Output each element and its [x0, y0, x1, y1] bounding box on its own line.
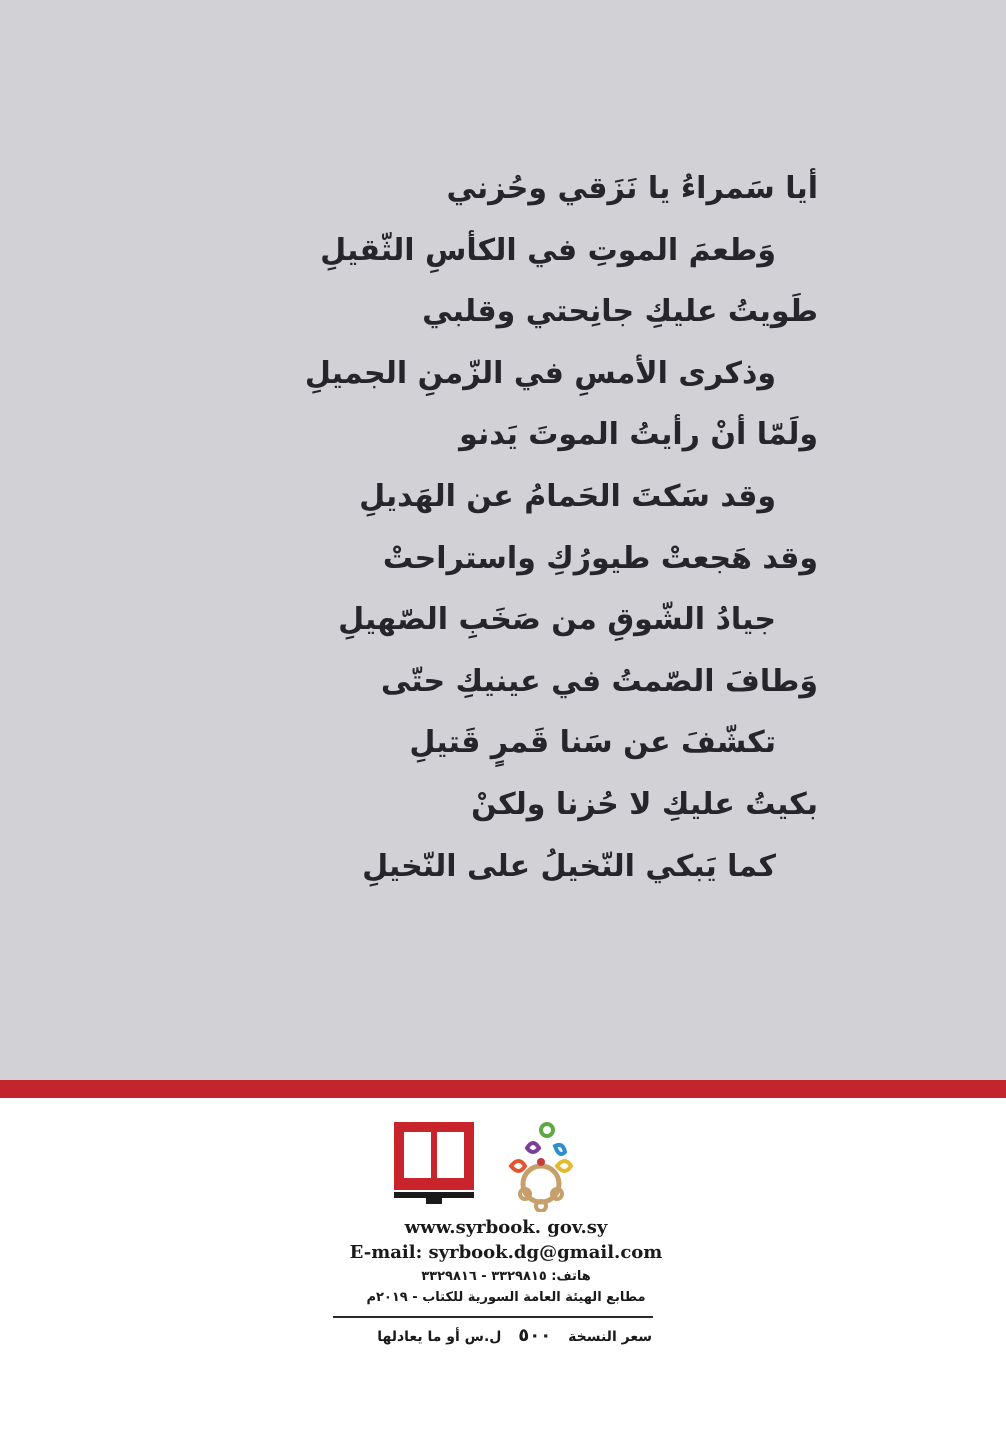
footer-divider — [333, 1316, 653, 1318]
poem — [178, 158, 818, 897]
website-url[interactable]: www.syrbook. gov.sy — [404, 1217, 608, 1238]
phone-numbers: هاتف: ٣٣٢٩٨١٥ - ٣٣٢٩٨١٦ — [421, 1269, 591, 1284]
poem-line: وَطعمَ الموتِ في الكأسِ الثّقيلِ — [320, 232, 776, 268]
poem-line: وَطافَ الصّمتُ في عينيكِ حتّى — [380, 663, 818, 699]
red-divider-band — [0, 1080, 1006, 1098]
poem-line: وقد سَكتَ الحَمامُ عن الهَديلِ — [359, 478, 776, 514]
printer-imprint: مطابع الهيئة العامة السورية للكتاب - ٢٠١٩م — [366, 1290, 646, 1305]
price-value: ٥٠٠ — [518, 1325, 552, 1346]
ministry-culture-logo-icon — [505, 1120, 577, 1212]
poem-line: ولَمّا أنْ رأيتُ الموتَ يَدنو — [459, 417, 818, 453]
price-line — [300, 1325, 652, 1346]
poem-line: أيا سَمراءُ يا نَزَقي وحُزني — [446, 171, 818, 206]
poem-line: بكيتُ عليكِ لا حُزنا ولكنْ — [471, 786, 818, 822]
poem-line: كما يَبكي النّخيلُ على النّخيلِ — [362, 848, 776, 884]
poem-line: وذكرى الأمسِ في الزّمنِ الجميلِ — [304, 355, 776, 391]
price-label: سعر النسخة — [568, 1329, 652, 1345]
email-address[interactable]: E-mail: syrbook.dg@gmail.com — [349, 1242, 663, 1263]
poem-line: وقد هَجعتْ طيورُكِ واستراحتْ — [382, 540, 818, 576]
publisher-book-logo-icon — [392, 1120, 476, 1206]
poem-line: تكشّفَ عن سَنا قَمرٍ قَتيلِ — [409, 725, 776, 761]
price-currency: ل.س أو ما يعادلها — [377, 1329, 502, 1345]
poem-line: طَويتُ عليكِ جانِحتي وقلبي — [422, 294, 818, 330]
poem-line: جيادُ الشّوقِ من صَخَبِ الصّهيلِ — [338, 602, 776, 638]
